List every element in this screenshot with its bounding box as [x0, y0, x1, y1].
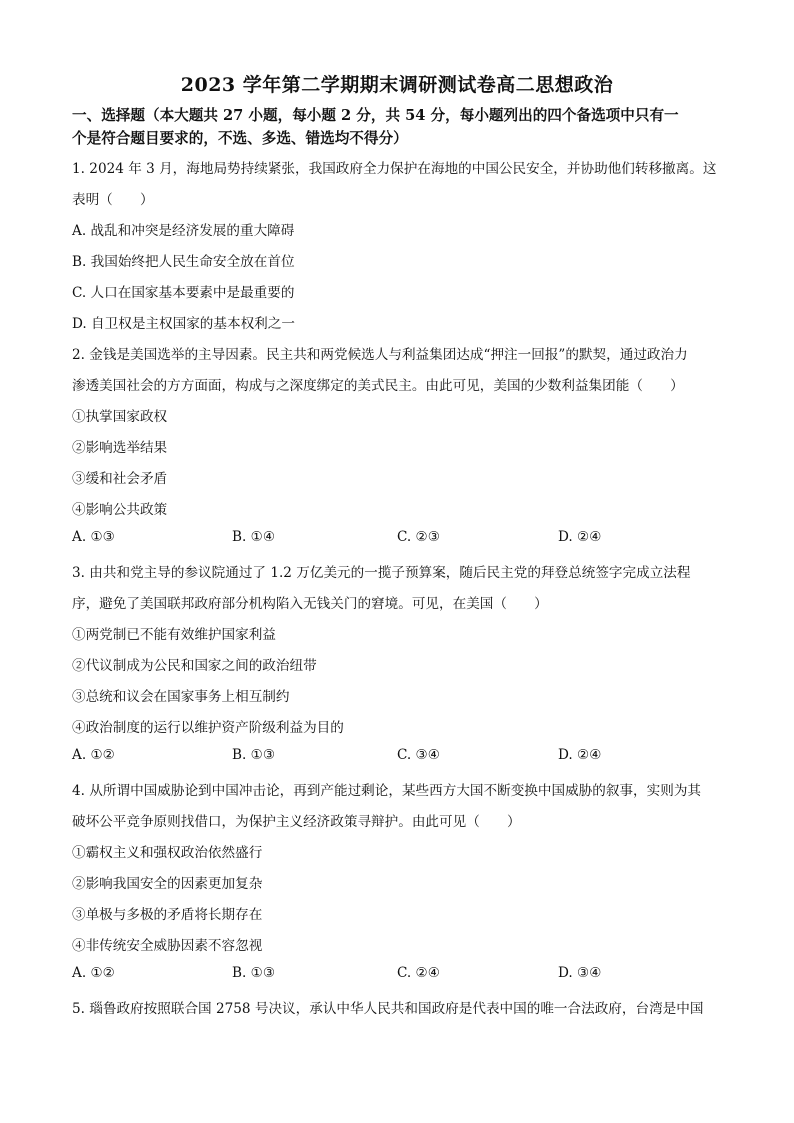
question-3-option-c: C. ③④ [397, 747, 440, 763]
question-4-statement-1: ①霸权主义和强权政治依然盛行 [72, 845, 263, 861]
question-3-option-a: A. ①② [72, 747, 115, 763]
question-2-stem-line-1: 2. 金钱是美国选举的主导因素。民主共和两党候选人与利益集团达成“押注一回报”的默契，通过政治力 [72, 347, 688, 363]
question-3-stem-line-2: 序，避免了美国联邦政府部分机构陷入无钱关门的窘境。可见，在美国（ ） [72, 596, 548, 612]
question-1-choice-a: A. 战乱和冲突是经济发展的重大障碍 [72, 223, 295, 239]
question-2-option-d: D. ②④ [558, 529, 602, 545]
question-2-statement-4: ④影响公共政策 [72, 502, 168, 518]
section-header-line-1: 一、选择题（本大题共 27 小题，每小题 2 分，共 54 分，每小题列出的四个备选项中只有一 [72, 107, 679, 124]
question-3-statement-4: ④政治制度的运行以维护资产阶级利益为目的 [72, 720, 344, 736]
question-3-statement-1: ①两党制已不能有效维护国家利益 [72, 627, 276, 643]
question-2-option-c: C. ②③ [397, 529, 440, 545]
question-4-statement-3: ③单极与多极的矛盾将长期存在 [72, 907, 263, 923]
question-3-statement-3: ③总统和议会在国家事务上相互制约 [72, 689, 290, 705]
question-4-stem-line-1: 4. 从所谓中国威胁论到中国冲击论，再到产能过剩论，某些西方大国不断变换中国威胁的叙事，实则为其 [72, 783, 702, 799]
question-4-option-d: D. ③④ [558, 965, 602, 981]
question-4-stem-line-2: 破坏公平竞争原则找借口，为保护主义经济政策寻辩护。由此可见（ ） [72, 814, 521, 830]
question-2-statement-3: ③缓和社会矛盾 [72, 471, 168, 487]
question-4-option-a: A. ①② [72, 965, 115, 981]
question-2-option-a: A. ①③ [72, 529, 115, 545]
question-2-stem-line-2: 渗透美国社会的方方面面，构成与之深度绑定的美式民主。由此可见，美国的少数利益集团能（ ） [72, 378, 684, 394]
question-4-statement-4: ④非传统安全威胁因素不容忽视 [72, 938, 263, 954]
question-4-statement-2: ②影响我国安全的因素更加复杂 [72, 876, 263, 892]
question-1-choice-b: B. 我国始终把人民生命安全放在首位 [72, 254, 295, 270]
question-3-statement-2: ②代议制成为公民和国家之间的政治纽带 [72, 658, 317, 674]
question-2-statement-2: ②影响选举结果 [72, 440, 168, 456]
section-header [72, 104, 722, 150]
section-header-line-2: 个是符合题目要求的，不选、多选、错选均不得分） [72, 130, 408, 147]
question-3-option-d: D. ②④ [558, 747, 602, 763]
question-1-choice-c: C. 人口在国家基本要素中是最重要的 [72, 285, 295, 301]
page-title: 2023 学年第二学期期末调研测试卷高二思想政治 [180, 74, 614, 96]
question-3-stem-line-1: 3. 由共和党主导的参议院通过了 1.2 万亿美元的一揽子预算案，随后民主党的拜登总统签字完成立法程 [72, 565, 691, 581]
question-2-statement-1: ①执掌国家政权 [72, 409, 168, 425]
question-1-stem-line-1: 1. 2024 年 3 月，海地局势持续紧张，我国政府全力保护在海地的中国公民安全，并协助他们转移撤离。这 [72, 161, 717, 177]
question-4-option-c: C. ②④ [397, 965, 440, 981]
question-1-stem-line-2: 表明（ ） [72, 192, 154, 208]
question-5-stem-line-1: 5. 瑙鲁政府按照联合国 2758 号决议，承认中华人民共和国政府是代表中国的唯一合法政府，台湾是中国 [72, 1001, 704, 1017]
question-2-option-b: B. ①④ [232, 529, 276, 545]
question-1-choice-d: D. 自卫权是主权国家的基本权利之一 [72, 316, 295, 332]
question-4-option-b: B. ①③ [232, 965, 276, 981]
question-3-option-b: B. ①③ [232, 747, 276, 763]
